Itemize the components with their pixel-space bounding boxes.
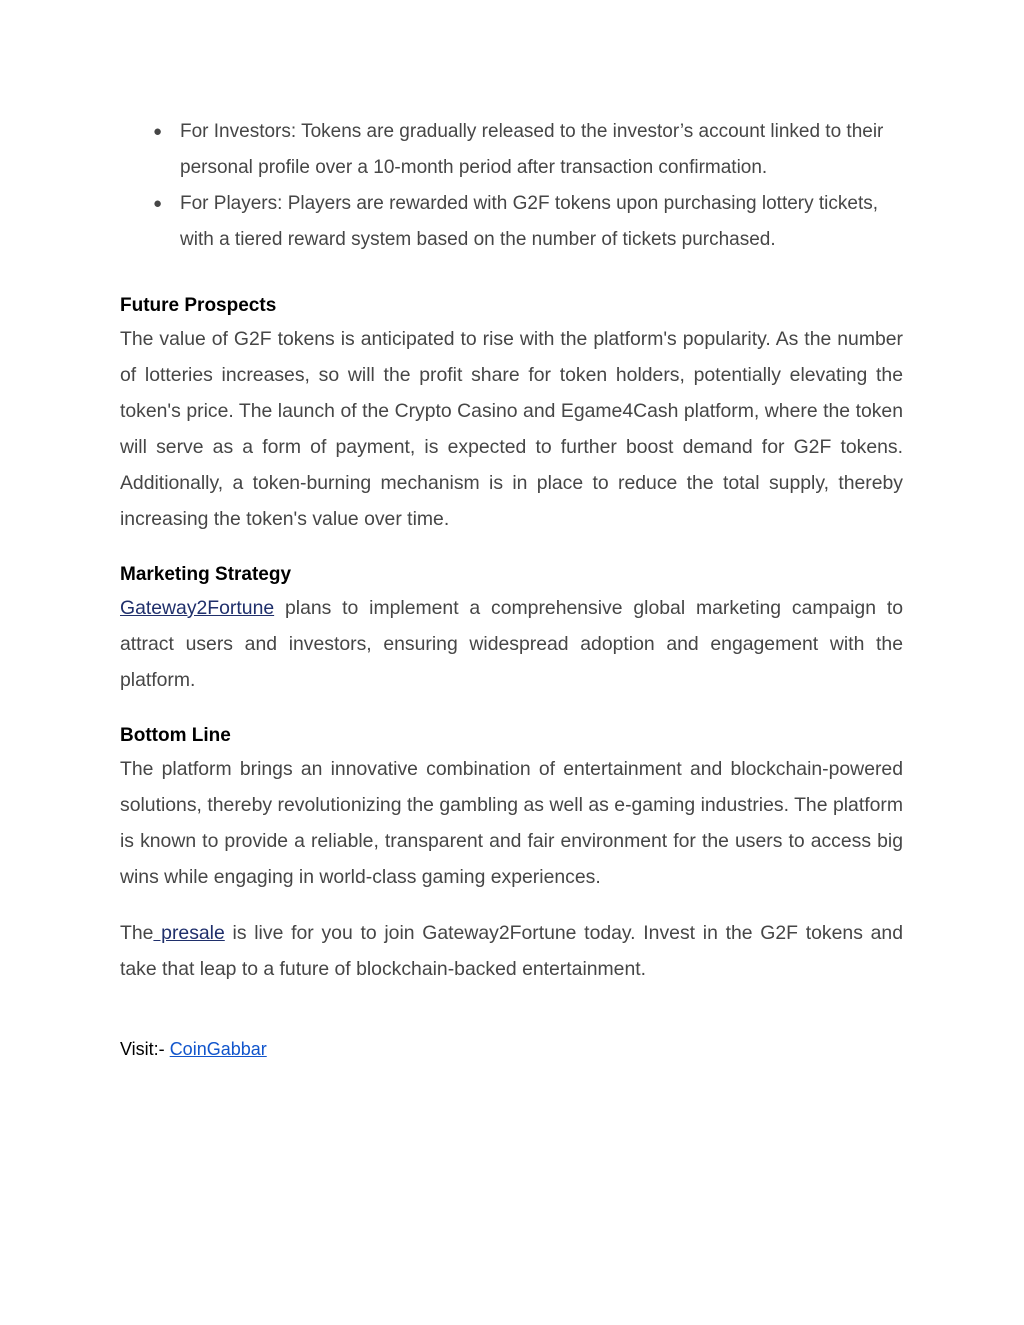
future-prospects-section [120, 293, 903, 537]
section-heading: Marketing Strategy [120, 564, 292, 585]
gateway2fortune-link[interactable]: Gateway2Fortune [120, 597, 275, 619]
presale-paragraph [120, 915, 903, 987]
list-item-text: For Players: Players are rewarded with G2F tokens upon purchasing lottery tickets, with a tiered reward system based on the number of tickets purchased. [180, 193, 879, 250]
marketing-strategy-section [120, 562, 903, 698]
section-heading: Bottom Line [120, 725, 231, 746]
section-body: The platform brings an innovative combination of entertainment and blockchain-powered solutions, thereby revolutionizing the gambling as well as e-gaming industries. The platform is known to provide a reliable, transparent and fair environment for the users to access big wins while engaging in world-class gaming experiences. [120, 758, 903, 888]
section-body: The value of G2F tokens is anticipated to rise with the platform's popularity. As the number of lotteries increases, so will the profit share for token holders, potentially elevating the token's price. The launch of the Crypto Casino and Egame4Cash platform, where the token will serve as a form of payment, is expected to further boost demand for G2F tokens. Additionally, a token-burning mechanism is in place to reduce the total supply, thereby increasing the token's value over time. [120, 328, 903, 530]
coingabbar-link[interactable]: CoinGabbar [169, 1039, 267, 1059]
bottom-line-section [120, 723, 903, 895]
bullet-icon: ● [153, 195, 163, 212]
section-body [120, 590, 903, 698]
section-body-text: plans to implement a comprehensive global marketing campaign to attract users and investors, ensuring widespread adoption and engagement with the platform. [120, 597, 903, 691]
token-distribution-list [120, 114, 903, 258]
section-heading: Future Prospects [120, 295, 277, 316]
list-item-text: For Investors: Tokens are gradually released to the investor’s account linked to their personal profile over a 10-month period after transaction confirmation. [180, 121, 884, 178]
presale-section [120, 915, 903, 987]
list-item [120, 114, 910, 186]
presale-link[interactable]: presale [153, 922, 225, 944]
visit-section [120, 1036, 903, 1062]
visit-label: Visit:- [120, 1039, 170, 1059]
list-item [120, 186, 910, 258]
presale-prefix: The [120, 922, 154, 944]
document-page [120, 0, 903, 1325]
bullet-icon: ● [153, 123, 163, 140]
presale-suffix: is live for you to join Gateway2Fortune today. Invest in the G2F tokens and take that leap to a future of blockchain-backed entertainment. [120, 922, 903, 980]
